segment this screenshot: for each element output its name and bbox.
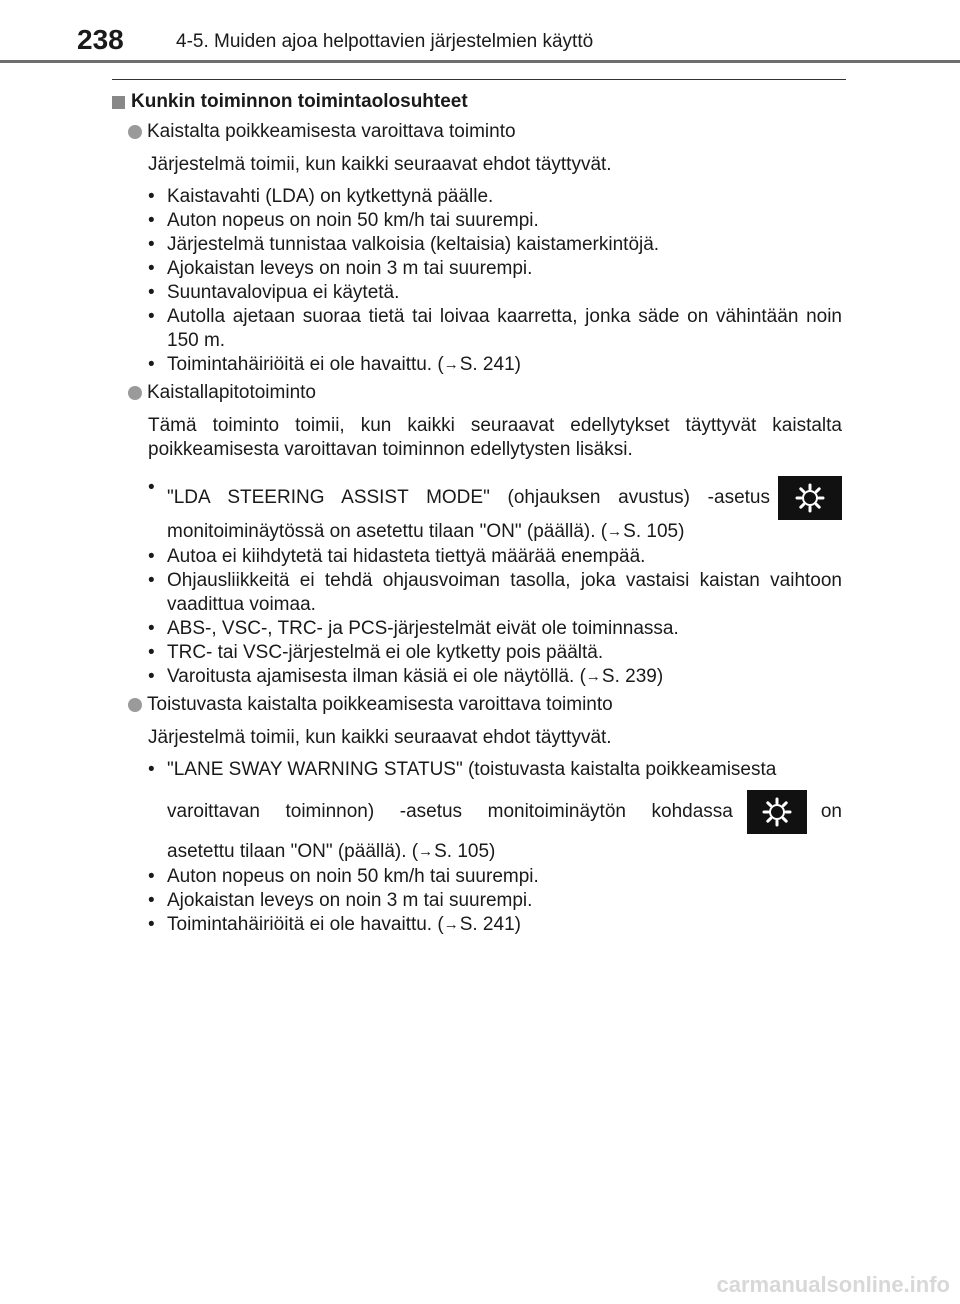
list-item-text: Toimintahäiriöitä ei ole havaittu. ( [167,354,444,375]
condition-list [148,185,842,378]
list-item: • Kaistavahti (LDA) on kytkettynä päälle. [148,185,842,209]
list-item-text: on [820,801,842,822]
header-divider [0,60,960,63]
page-reference-text: S. 239) [601,666,664,687]
page-header [0,0,960,64]
subsection-heading [128,381,842,405]
list-item [148,476,842,545]
circle-bullet-icon [128,125,142,139]
list-item: • Auton nopeus on noin 50 km/h tai suurempi. [148,865,842,889]
condition-list [148,476,842,690]
square-bullet-icon [112,96,125,109]
paragraph: Tämä toiminto toimii, kun kaikki seuraavat edellytykset täyttyvät kaistalta poikkeamisesta varoittavan toiminnon edellytysten lisäksi. [148,415,842,460]
circle-bullet-icon [128,698,142,712]
page-reference-text: S. 105) [623,521,685,542]
list-item-text: Toimintahäiriöitä ei ole havaittu. ( [167,914,444,935]
condition-list [148,758,842,938]
list-item: • Suuntavalovipua ei käytetä. [148,281,842,305]
list-item-text: asetettu tilaan "ON" (päällä). ( [167,841,419,862]
list-item-line [167,476,842,520]
list-item [148,758,842,865]
arrow-right-icon: → [418,843,434,860]
list-item-line [167,790,842,834]
list-item-text: monitoiminäytössä on asetettu tilaan "ON" (päällä). ( [167,521,608,542]
section-heading [112,90,842,114]
list-item: • ABS-, VSC-, TRC- ja PCS-järjestelmät eivät ole toiminnassa. [148,617,842,641]
list-item-line [167,520,842,545]
subsection-title: Kaistallapitotoiminto [147,382,316,403]
subsection-heading [128,120,842,144]
main-content [112,90,842,938]
page-reference-text: S. 241) [459,914,521,935]
page-number: 238 [77,24,124,55]
paragraph: Järjestelmä toimii, kun kaikki seuraavat ehdot täyttyvät. [148,154,612,175]
settings-gear-icon [778,476,842,520]
arrow-right-icon: → [443,916,459,933]
list-item: • TRC- tai VSC-järjestelmä ei ole kytketty pois päältä. [148,641,842,665]
list-item [148,665,842,690]
list-item: • Järjestelmä tunnistaa valkoisia (keltaisia) kaistamerkintöjä. [148,233,842,257]
watermark: carmanualsonline.info [716,1272,950,1297]
list-item-line [167,840,842,865]
list-item-line: • "LANE SWAY WARNING STATUS" (toistuvasta kaistalta poikkeamisesta [167,759,777,780]
page-reference-link[interactable] [444,914,521,935]
arrow-right-icon: → [585,668,601,685]
list-item: • Autoa ei kiihdytetä tai hidasteta tiettyä määrää enempää. [148,545,842,569]
list-item-text: • "LDA STEERING ASSIST MODE" (ohjauksen avustus) -asetus [167,487,770,508]
page-reference-link[interactable] [444,354,521,375]
subsection-heading [128,693,842,717]
settings-gear-icon [747,790,807,834]
circle-bullet-icon [128,386,142,400]
list-item: • Autolla ajetaan suoraa tietä tai loivaa kaarretta, jonka säde on vähintään noin 150 m. [148,305,842,353]
section-divider [112,79,846,80]
list-item: • Ajokaistan leveys on noin 3 m tai suurempi. [148,889,842,913]
page-reference-link[interactable] [418,841,495,862]
arrow-right-icon: → [607,523,623,540]
chapter-title: 4-5. Muiden ajoa helpottavien järjestelmien käyttö [176,31,594,52]
list-item: • Ohjausliikkeitä ei tehdä ohjausvoiman tasolla, joka vastaisi kaistan vaihtoon vaadittua voimaa. [148,569,842,617]
page-reference-text: S. 241) [459,354,521,375]
arrow-right-icon: → [443,356,459,373]
list-item: • Auton nopeus on noin 50 km/h tai suurempi. [148,209,842,233]
list-item: • Ajokaistan leveys on noin 3 m tai suurempi. [148,257,842,281]
page-reference-link[interactable] [586,666,663,687]
list-item-text: Varoitusta ajamisesta ilman käsiä ei ole näytöllä. ( [167,666,586,687]
page-reference-link[interactable] [607,521,684,542]
list-item [148,913,842,938]
paragraph: Järjestelmä toimii, kun kaikki seuraavat ehdot täyttyvät. [148,727,612,748]
subsection-title: Kaistalta poikkeamisesta varoittava toiminto [147,121,516,142]
list-item [148,353,842,378]
section-heading-text: Kunkin toiminnon toimintaolosuhteet [131,91,468,112]
subsection-title: Toistuvasta kaistalta poikkeamisesta varoittava toiminto [147,694,613,715]
list-item-text: varoittavan toiminnon) -asetus monitoiminäytön kohdassa [167,801,733,822]
page-reference-text: S. 105) [434,841,496,862]
